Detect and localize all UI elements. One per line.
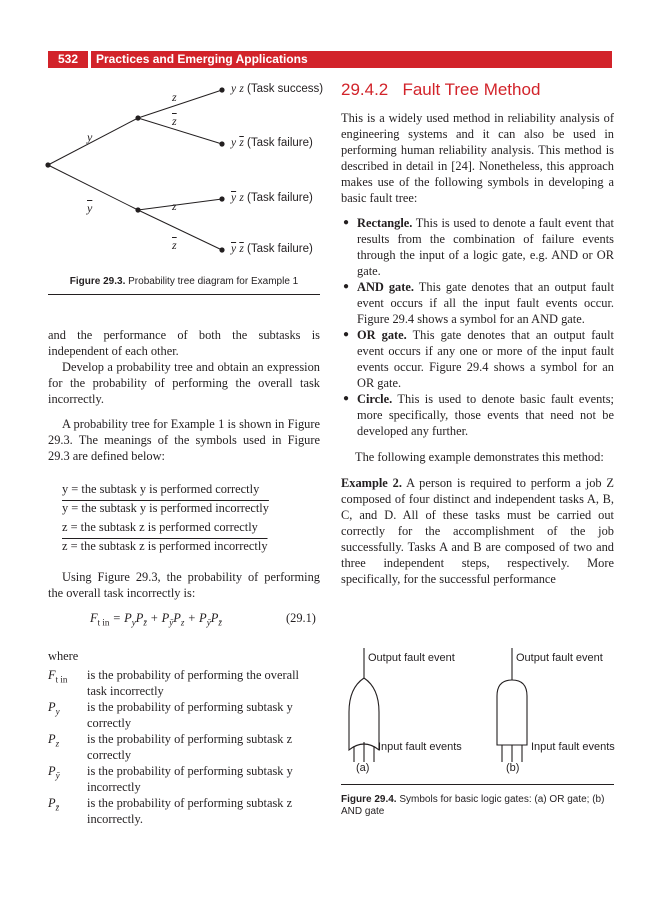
bullet-item: ● Rectangle. This is used to denote a fault event that results from the combination of failure events through the input of a logic gate, e.g. AND or OR gate. bbox=[343, 216, 614, 278]
figure-rule bbox=[341, 784, 614, 785]
where-item: $P_{z̄}$ is the probability of performing subtask z incorrectly. bbox=[48, 796, 293, 826]
bullet-item: ● OR gate. This gate denotes that an output fault event occurs if any one or more of the input fault events occur. Figure 29.4 shows a symbol for an OR gate. bbox=[343, 328, 614, 390]
equation-number: (29.1) bbox=[286, 611, 316, 625]
tree-outcome-3: $\overline{y}$ z (Task failure) bbox=[231, 192, 313, 204]
bullet-item: ● AND gate. This gate denotes that an output fault event occurs if all the input fault events occur. Figure 29.4 shows a symbol for an AND gate. bbox=[343, 280, 615, 326]
and-gate-icon bbox=[497, 680, 527, 745]
or-gate-icon bbox=[349, 678, 379, 750]
tree-label-z-upper: z bbox=[172, 90, 177, 104]
bullet-item: ● Circle. This is used to denote basic fault events; more specifically, those events that need not be developed any further. bbox=[343, 392, 615, 438]
equation-29-1: $F_{t in} = P_yP_{z̄} + P_ȳP_z + P_ȳP_{z̄}$ bbox=[90, 611, 222, 628]
where-item: $F_{t in}$ is the probability of performing the overall task incorrectly bbox=[48, 668, 299, 698]
figure-29-4-caption: Figure 29.4. Symbols for basic logic gates: (a) OR gate; (b) AND gate bbox=[341, 794, 605, 817]
tree-leaf-2 bbox=[219, 141, 224, 146]
or-gate-input-label: Input fault events bbox=[378, 741, 462, 753]
where-item: $P_z$ is the probability of performing subtask z correctly bbox=[48, 732, 293, 762]
tree-branch-yzbar bbox=[138, 118, 222, 144]
bullet-icon: ● bbox=[343, 217, 350, 228]
or-gate-output-label: Output fault event bbox=[368, 652, 455, 664]
tree-root-node bbox=[45, 162, 50, 167]
definition-y-bar: y = the subtask y is performed incorrectly bbox=[62, 501, 269, 515]
tree-branch-ybarz bbox=[138, 199, 222, 210]
tree-label-z-bar-upper: $\overline{z}$ bbox=[172, 114, 177, 128]
bullet-icon: ● bbox=[343, 393, 350, 404]
tree-outcome-4: $\overline{y}$ $\overline{z}$ (Task failure) bbox=[231, 243, 313, 255]
tree-leaf-3 bbox=[219, 196, 224, 201]
figure-29-3-caption: Figure 29.3. Probability tree diagram for Example 1 bbox=[69, 276, 299, 287]
example-paragraph: Example 2. A person is required to perform a job Z composed of four distinct and independent tasks A, B, C, and D. All of these tasks must be carried out correctly for the accomplishment of the job successfully. Tasks A and B are composed of two and three independent steps, respectively. More specifically, for the successful performance bbox=[341, 476, 615, 586]
tree-label-y-bar: $\overline{y}$ bbox=[87, 201, 93, 215]
tree-leaf-1 bbox=[219, 87, 224, 92]
bullet-icon: ● bbox=[343, 329, 350, 340]
left-column-body bbox=[48, 327, 320, 464]
tree-outcome-1: y z (Task success) bbox=[231, 83, 324, 95]
paragraph: Develop a probability tree and obtain an expression for the probability of performing the overall task incorrectly. bbox=[48, 360, 320, 406]
right-column-body bbox=[341, 110, 614, 587]
symbol-bullet-list bbox=[341, 215, 614, 439]
running-title: Practices and Emerging Applications bbox=[96, 52, 308, 66]
paragraph: and the performance of both the subtasks is independent of each other. bbox=[48, 328, 320, 358]
tree-label-y: y bbox=[87, 130, 93, 144]
tree-outcome-2: y $\overline{z}$ (Task failure) bbox=[231, 137, 313, 149]
where-list bbox=[48, 667, 320, 827]
tree-branch-yz bbox=[138, 90, 222, 118]
tree-branch-ybarzbar bbox=[138, 210, 222, 250]
tree-label-z-bar-lower: $\overline{z}$ bbox=[172, 238, 177, 252]
tree-branch-y-bar bbox=[48, 165, 138, 210]
paragraph: A probability tree for Example 1 is shown in Figure 29.3. The meanings of the symbols used in Figure 29.3 are defined below: bbox=[48, 417, 320, 463]
where-item: $P_y$ is the probability of performing subtask y correctly bbox=[48, 700, 293, 730]
and-gate-input-label: Input fault events bbox=[531, 741, 615, 753]
symbol-definitions bbox=[62, 480, 320, 556]
tree-label-z-lower: z bbox=[172, 199, 177, 213]
page-number: 532 bbox=[48, 51, 88, 68]
paragraph: The following example demonstrates this method: bbox=[355, 450, 604, 464]
tree-node-y-bar bbox=[135, 207, 140, 212]
definition-z-bar: z = the subtask z is performed incorrectly bbox=[62, 539, 268, 553]
where-label: where bbox=[48, 649, 79, 663]
section-heading: 29.4.2 Fault Tree Method bbox=[341, 80, 541, 99]
tree-leaf-4 bbox=[219, 247, 224, 252]
paragraph: This is a widely used method in reliability analysis of engineering systems and it can also be used in performing human reliability analysis. This method is described in detail in [24]. Nonetheless, this approach makes use of the following symbols in developing a basic fault tree: bbox=[341, 111, 614, 205]
definition-z: z = the subtask z is performed correctly bbox=[62, 520, 258, 534]
paragraph: Using Figure 29.3, the probability of performing the overall task incorrectly is: bbox=[48, 570, 320, 600]
and-gate-output-label: Output fault event bbox=[516, 652, 603, 664]
bullet-icon: ● bbox=[343, 281, 350, 292]
definition-y: y = the subtask y is performed correctly bbox=[62, 482, 260, 496]
left-column-para4 bbox=[48, 569, 320, 601]
or-gate-tag: (a) bbox=[356, 762, 370, 774]
tree-branch-y bbox=[48, 118, 138, 165]
and-gate-tag: (b) bbox=[506, 762, 520, 774]
figure-rule bbox=[48, 294, 320, 295]
tree-node-y bbox=[135, 115, 140, 120]
where-item: $P_ȳ$ is the probability of performing subtask y incorrectly bbox=[48, 764, 293, 794]
